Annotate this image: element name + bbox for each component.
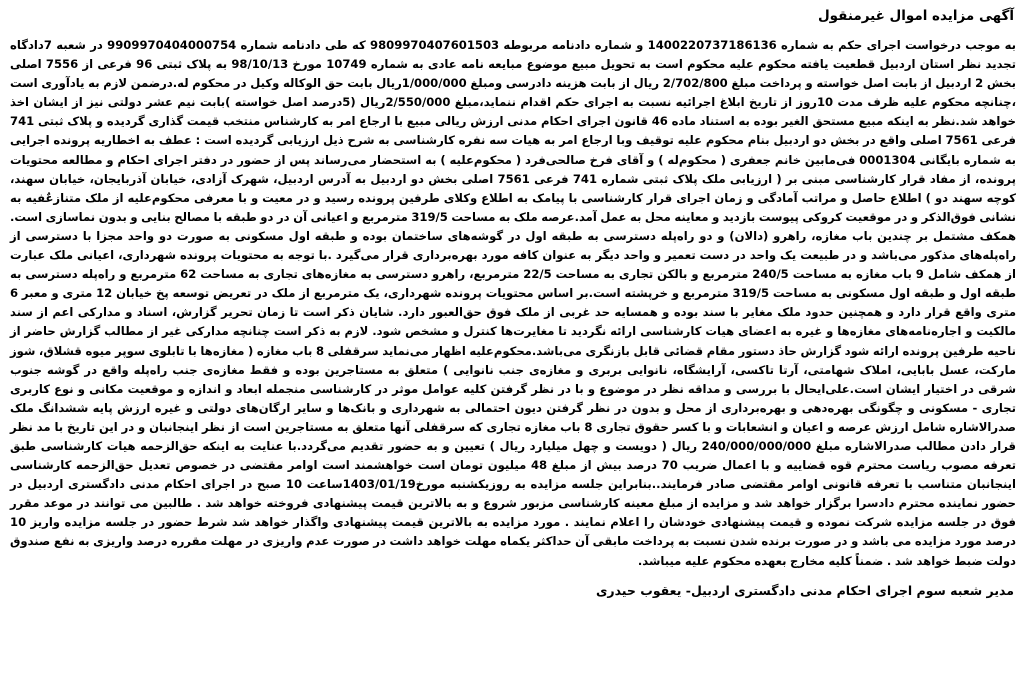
notice-title: آگهی مزایده اموال غیرمنقول (817, 8, 1014, 24)
notice-signature: مدیر شعبه سوم اجرای احکام مدنی دادگستری اردبیل- یعقوب حیدری (595, 582, 1014, 598)
notice-body-text: به موجب درخواست اجرای حکم به شماره 1400220737186136 و شماره دادنامه مربوطه 9809970407601503 که طی دادنامه شماره 9909970404000754 در شعبه 7دادگاه تجدید نظر استان اردبیل قطعیت یافته محکوم علیه محکوم است به تحویل مبیع موضوع مبایعه نامه عادی به شماره 10749 مورخ 98/10/13 به پلاک ثبتی 96 فرعی از 7556 اصلی بخش 2 اردبیل از بابت اصل خواسته و پرداخت مبلغ 2/702/800 ریال از بابت هزینه دادرسی ومبلغ 1/000/000ریال بابت حق الوکاله وکیل در محکوم له.درضمن لازم به یادآوری است ،چنانچه محکوم علیه ظرف مدت 10روز از تاریخ ابلاغ اجرائیه نسبت به اجرای حکم اقدام ننماید،مبلغ 2/550/000ریال (5درصد اصل خواسته )بابت نیم عشر دولتی نیز از ایشان اخذ خواهد شد.نظر به اینکه مبیع مستحق الغیر بوده به استناد ماده 46 قانون اجرای احکام مدنی ارزش ریالی مبیع با ارجاع امر به کارشناس منتخب قیمت گذاری گردیده و پلاک ثبتی 741 فرعی 7561 اصلی واقع در بخش دو اردبیل بنام محکوم علیه توقیف وبا ارجاع امر به هیات سه نفره کارشناسی به شرح ذیل ارزیابی گردیده است : عطف به اخطاریه پرونده اجرایی به شماره بایگانی 0001304 فی‌مابین خانم جعفری ( محکوم‌له ) و آقای فرخ صالحی‌فرد ( محکوم‌علیه ) به استحضار می‌رساند پس از حضور در دفتر اجرای احکام و مطالعه محتویات پرونده، از مفاد قرار کارشناسی مبنی بر ( ارزیابی ملک پلاک ثبتی شماره 741 فرعی 7561 اصلی بخش دو اردبیل به آدرس اردبیل، شهرک آزادی، خیابان آذربایجان، خیابان سهند، کوچه سهند دو ) اطلاع حاصل و مراتب آمادگی و زمان اجرای قرار کارشناسی با پیامک به اطلاع وکلای طرفین پرونده رسید و در معیت و با معرفی محکوم‌علیه از ملک متنازعٌفیه به نشانی فوق‌الذکر و در موقعیت کروکی پیوست بازدید و معاینه محل به عمل آمد.عرصه ملک به مساحت 319/5 مترمربع و اعیانی آن در دو طبقه با مصالح بنایی و بدون نماسازی است. همکف مشتمل بر چندین باب مغازه، راهرو (دالان) و دو راه‌پله دسترسی به طبقه اول در گوشه‌های ساختمان بوده و طبقه اول مسکونی به صورت دو واحد مجزا با دسترسی از راه‌پله‌های مذکور می‌باشد و در طبیعت یک واحد در دست تعمیر و واحد دیگر به عنوان کافه مورد بهره‌برداری قرار می‌گیرد .با توجه به محتویات پرونده شهرداری، اعیانی ملک عبارت از همکف شامل 9 باب مغازه به مساحت 240/5 مترمربع و بالکن تجاری به مساحت 22/5 مترمربع، راهرو دسترسی به مغازه‌های تجاری به مساحت 62 مترمربع و راه‌پله دسترسی به طبقه اول و طبقه اول مسکونی به مساحت 319/5 مترمربع و خرپشته است.بر اساس محتویات پرونده شهرداری، یک مترمربع از ملک در تعریض توسعه پخ خیابان 12 متری و معبر 6 متری واقع قرار دارد و همچنین حدود ملک مغایر با سند بوده و همسایه حد غربی از ملک فوق حق‌العبور دارد. شایان ذکر است تا زمان تحریر گزارش، اسناد و مدارکی اعم از سند مالکیت و اجاره‌نامه‌های مغازه‌ها و غیره به اعضای هیات کارشناسی ارائه نگردید تا مغایرت‌ها کنترل و مشخص شود. لازم به ذکر است چنانچه مدارکی غیر از مطالب گزارش حاضر از ناحیه طرفین پرونده ارائه شود گزارش حاذ دستور مقام قضائی قابل بازنگری می‌باشد.محکوم‌علیه اظهار می‌نماید سرقفلی 8 باب مغازه ( مغازه‌ها با تابلوی سوپر میوه قشلاق، شوز مارکت، عسل بابایی، املاک شهامتی، آرتا تاکسی، آرایشگاه، نانوایی بربری و مغازه‌ی جنب نانوایی ) متعلق به مستاجرین بوده و فقط مغازه‌ی جنب راه‌پله واقع در گوشه جنوب شرقی در اختیار ایشان است.علی‌ایحال با بررسی و مداقه نظر در موضوع و با در نظر گرفتن کلیه عوامل موثر در کارشناسی منجمله ابعاد و اندازه و موقعیت مکانی و نوع کاربری تجاری - مسکونی و چگونگی بهره‌دهی و بهره‌برداری از محل و بدون در نظر گرفتن دیون احتمالی به شهرداری و بانک‌ها و سایر ارگان‌های دولتی و غیره ارزش پایه ششدانگ ملک صدرالاشاره شامل ارزش عرصه و اعیان و انشعابات و با کسر حقوق تجاری 8 باب مغازه تجاری که سرقفلی آنها متعلق به مستاجرین است از نظر اینجانبان و در این تاریخ با مد نظر قرار دادن مطالب صدرالاشاره مبلغ 240/000/000/000 ریال ( دویست و چهل میلیارد ریال ) تعیین و به حضور تقدیم می‌گردد.با عنایت به اینکه حق‌الزحمه هیات کارشناسی طبق تعرفه مصوب ریاست محترم قوه قضاییه و با اعمال ضریب 70 درصد بیش از مبلغ 48 میلیون تومان است خواهشمند است اوامر مقتضی در خصوص تعدیل حق‌الزحمه کارشناسی اینجانبان متناسب با تعرفه قانونی اوامر مقتضی صادر فرمایند..بنابراین جلسه مزایده به روزیکشنبه مورخ1403/01/19ساعت 10 صبح در اجرای احکام مدنی دادگستری اردبیل در حضور نماینده محترم دادسرا برگزار خواهد شد و مزایده از مبلغ معینه کارشناسی مزبور شروع و به بالاترین قیمت پیشنهادی فروخته خواهد شد . طالبین می توانند در موعد مقرر فوق در جلسه مزایده شرکت نموده و قیمت پیشنهادی خودشان را اعلام نمایند . مورد مزایده به بالاترین قیمت پیشنهادی واگذار خواهد شد شرط حضور در جلسه مزایده واریز 10 درصد مورد مزایده می باشد و در صورت برنده شدن نسبت به پرداخت مابقی آن حداکثر یکماه مهلت خواهد داشت در صورت عدم واریزی در مهلت مقرره درصد واریزی به نفع صندوق دولت ضبط خواهد شد . ضمناً کلیه مخارج بعهده محکوم علیه میباشد. (10, 38, 1017, 568)
